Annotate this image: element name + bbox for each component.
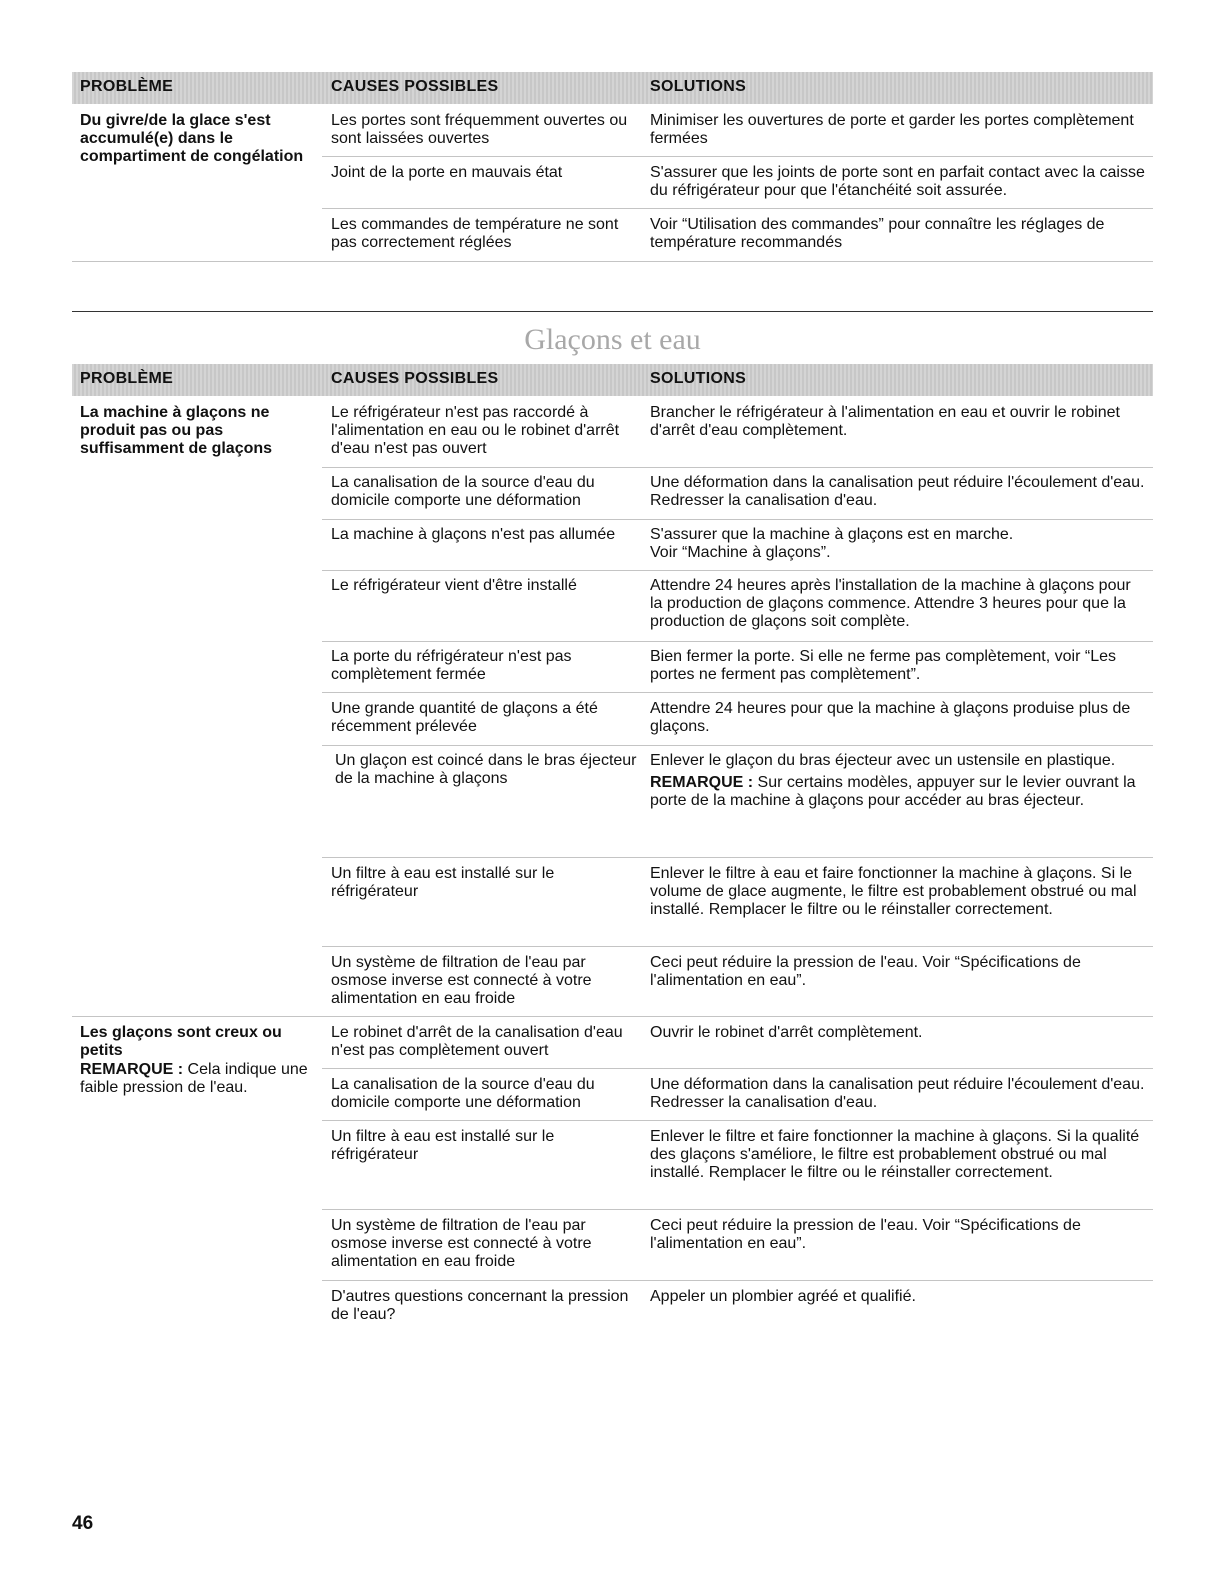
solution-text: Une déformation dans la canalisation peut réduire l'écoulement d'eau. Redresser la canalisation d'eau. [650,474,1145,510]
note-text: Sur certains modèles, appuyer sur le levier ouvrant la porte de la machine à glaçons pour accéder au bras éjecteur. [650,774,1136,810]
table-header [72,72,1153,104]
problem-label: Les glaçons sont creux ou petits [80,1024,282,1060]
solution-text: Attendre 24 heures après l'installation de la machine à glaçons pour la production de glaçons commence. Attendre 3 heures pour que la production de glaçons soit complète. [650,577,1131,631]
note-text: Cela indique une faible pression de l'eau. [80,1061,308,1097]
row-divider [322,1068,1153,1069]
row-divider [322,692,1153,693]
solution-text [650,526,1145,562]
solution-text: Minimiser les ouvertures de porte et garder les portes complètement fermées [650,112,1134,148]
header-problem: PROBLÈME [80,78,174,95]
problem-note [80,1061,320,1097]
table-header [72,364,1153,396]
row-divider [322,570,1153,571]
solution-text: Une déformation dans la canalisation peut réduire l'écoulement d'eau. Redresser la canalisation d'eau. [650,1076,1145,1112]
section-title: Glaçons et eau [524,323,701,356]
row-divider [322,857,1153,858]
cause-text: La machine à glaçons n'est pas allumée [331,526,616,543]
row-divider [322,946,1153,947]
row-divider [322,745,1153,746]
cause-text: Un système de filtration de l'eau par osmose inverse est connecté à votre alimentation en eau froide [331,954,592,1008]
cause-text: Joint de la porte en mauvais état [331,164,563,181]
solution-text: Bien fermer la porte. Si elle ne ferme pas complètement, voir “Les portes ne ferment pas complètement”. [650,648,1116,684]
header-causes: CAUSES POSSIBLES [331,370,499,387]
cause-text: Les commandes de température ne sont pas correctement réglées [331,216,619,252]
solution-text: Brancher le réfrigérateur à l'alimentation en eau et ouvrir le robinet d'arrêt d'eau complètement. [650,404,1120,440]
row-divider [322,1209,1153,1210]
problem-label: Du givre/de la glace s'est accumulé(e) dans le compartiment de congélation [80,112,304,166]
solution-text: Ceci peut réduire la pression de l'eau. Voir “Spécifications de l'alimentation en eau”. [650,1217,1081,1253]
row-divider [322,1280,1153,1281]
note-label: REMARQUE : [80,1061,184,1078]
header-solutions: SOLUTIONS [650,78,747,95]
solution-line: Enlever le glaçon du bras éjecteur avec un ustensile en plastique. [650,752,1116,769]
solution-text: Voir “Utilisation des commandes” pour connaître les réglages de température recommandés [650,216,1105,252]
solution-text: Enlever le filtre et faire fonctionner la machine à glaçons. Si la qualité des glaçons s'améliore, le filtre est probablement obstrué ou mal installé. Remplacer le filtre ou le réinstaller correctement. [650,1128,1140,1182]
header-problem: PROBLÈME [80,370,174,387]
row-divider [322,156,1153,157]
row-divider [72,261,1153,262]
cause-text: Le réfrigérateur vient d'être installé [331,577,577,594]
row-divider [72,1016,1153,1017]
cause-text: Une grande quantité de glaçons a été récemment prélevée [331,700,598,736]
row-divider [322,519,1153,520]
cause-text: Le réfrigérateur n'est pas raccordé à l'alimentation en eau ou le robinet d'arrêt d'eau n'est pas ouvert [331,404,620,458]
cause-text: La canalisation de la source d'eau du domicile comporte une déformation [331,1076,595,1112]
cause-text: D'autres questions concernant la pression de l'eau? [331,1288,629,1324]
solution-text [650,752,1145,811]
cause-text: Un filtre à eau est installé sur le réfrigérateur [331,865,555,901]
page-number: 46 [72,1513,94,1534]
solution-text: Enlever le filtre à eau et faire fonctionner la machine à glaçons. Si le volume de glace augmente, le filtre est probablement obstrué ou mal installé. Remplacer le filtre ou le réinstaller correctement. [650,865,1137,919]
cause-text: La canalisation de la source d'eau du domicile comporte une déformation [331,474,595,510]
section-divider [72,311,1153,312]
row-divider [322,1120,1153,1121]
header-solutions: SOLUTIONS [650,370,747,387]
solution-line: Voir “Machine à glaçons”. [650,544,831,562]
cause-text: La porte du réfrigérateur n'est pas complètement fermée [331,648,572,684]
cause-text: Les portes sont fréquemment ouvertes ou sont laissées ouvertes [331,112,628,148]
solution-text: Attendre 24 heures pour que la machine à glaçons produise plus de glaçons. [650,700,1131,736]
row-divider [322,467,1153,468]
cause-text: Un filtre à eau est installé sur le réfrigérateur [331,1128,555,1164]
solution-line: S'assurer que la machine à glaçons est en marche. [650,526,1014,543]
cause-text: Un glaçon est coincé dans le bras éjecteur de la machine à glaçons [335,752,637,788]
row-divider [322,208,1153,209]
note-label: REMARQUE : [650,774,754,792]
header-causes: CAUSES POSSIBLES [331,78,499,95]
solution-text: Ceci peut réduire la pression de l'eau. Voir “Spécifications de l'alimentation en eau”. [650,954,1081,990]
cause-text: Un système de filtration de l'eau par osmose inverse est connecté à votre alimentation en eau froide [331,1217,592,1271]
solution-text: S'assurer que les joints de porte sont en parfait contact avec la caisse du réfrigérateur pour que l'étanchéité soit assurée. [650,164,1145,200]
cause-text: Le robinet d'arrêt de la canalisation d'eau n'est pas complètement ouvert [331,1024,623,1060]
solution-text: Ouvrir le robinet d'arrêt complètement. [650,1024,923,1041]
problem-label: La machine à glaçons ne produit pas ou pas suffisamment de glaçons [80,404,273,458]
row-divider [322,641,1153,642]
solution-text: Appeler un plombier agréé et qualifié. [650,1288,916,1305]
solution-note [650,774,1145,810]
